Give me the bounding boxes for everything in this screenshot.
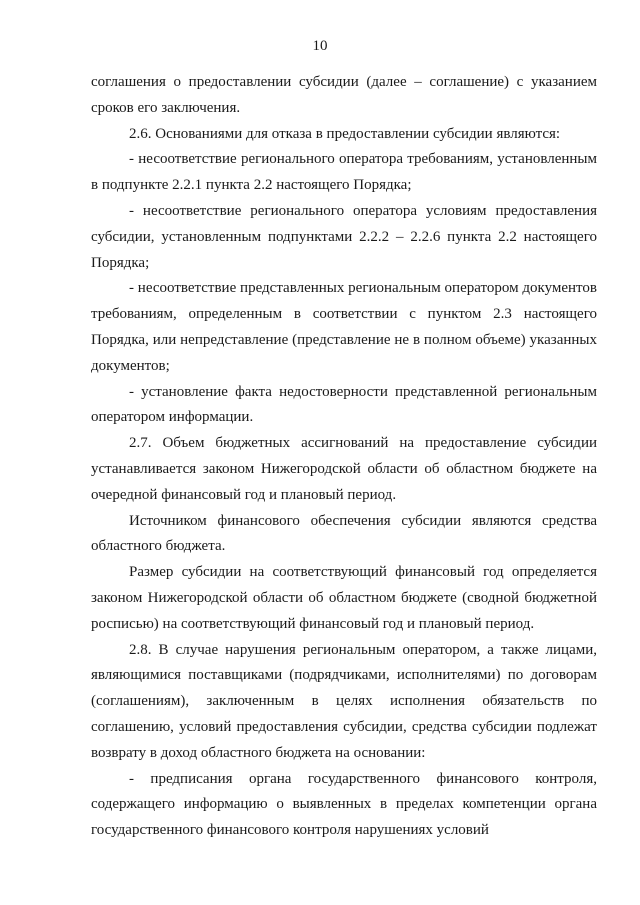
paragraph-funding-source: Источником финансового обеспечения субсидии являются средства областного бюджета.	[91, 512, 597, 555]
page-number: 10	[312, 38, 328, 54]
list-item-documents: - несоответствие представленных региональным оператором документов требованиям, определенным в соответствии с пунктом 2.3 настоящего Порядка, или непредставление (представление не в полном объеме) указанных документов;	[91, 280, 597, 374]
paragraph-2-7: 2.7. Объем бюджетных ассигнований на предоставление субсидии устанавливается законом Нижегородской области об областном бюджете на очередной финансовый год и плановый период.	[91, 435, 597, 503]
paragraph-continuation: соглашения о предоставлении субсидии (далее – соглашение) с указанием сроков его заключения.	[91, 74, 597, 116]
paragraph-2-8: 2.8. В случае нарушения региональным оператором, а также лицами, являющимися поставщиками (подрядчиками, исполнителями) по договорам (соглашениям), заключенным в целях исполнения обязательств по соглашению, условий предоставления субсидии, средства субсидии подлежат возврату в доход областного бюджета на основании:	[91, 641, 597, 761]
list-item-conditions: - несоответствие регионального оператора условиям предоставления субсидии, установленным подпунктами 2.2.2 – 2.2.6 пункта 2.2 настоящего Порядка;	[91, 202, 597, 271]
list-item-audit-order: - предписания органа государственного финансового контроля, содержащего информацию о выявленных в пределах компетенции органа государственного финансового контроля нарушениях условий	[91, 770, 597, 839]
paragraph-2-6-heading: 2.6. Основаниями для отказа в предоставлении субсидии являются:	[129, 125, 561, 142]
list-item-false-information: - установление факта недостоверности представленной региональным оператором информации.	[91, 383, 597, 426]
list-item-requirements: - несоответствие регионального оператора требованиям, установленным в подпункте 2.2.1 пункта 2.2 настоящего Порядка;	[91, 151, 597, 194]
paragraph-subsidy-amount: Размер субсидии на соответствующий финансовый год определяется законом Нижегородской области об областном бюджете (сводной бюджетной росписью) на соответствующий финансовый год и плановый период.	[91, 564, 597, 632]
document-body	[91, 70, 597, 844]
